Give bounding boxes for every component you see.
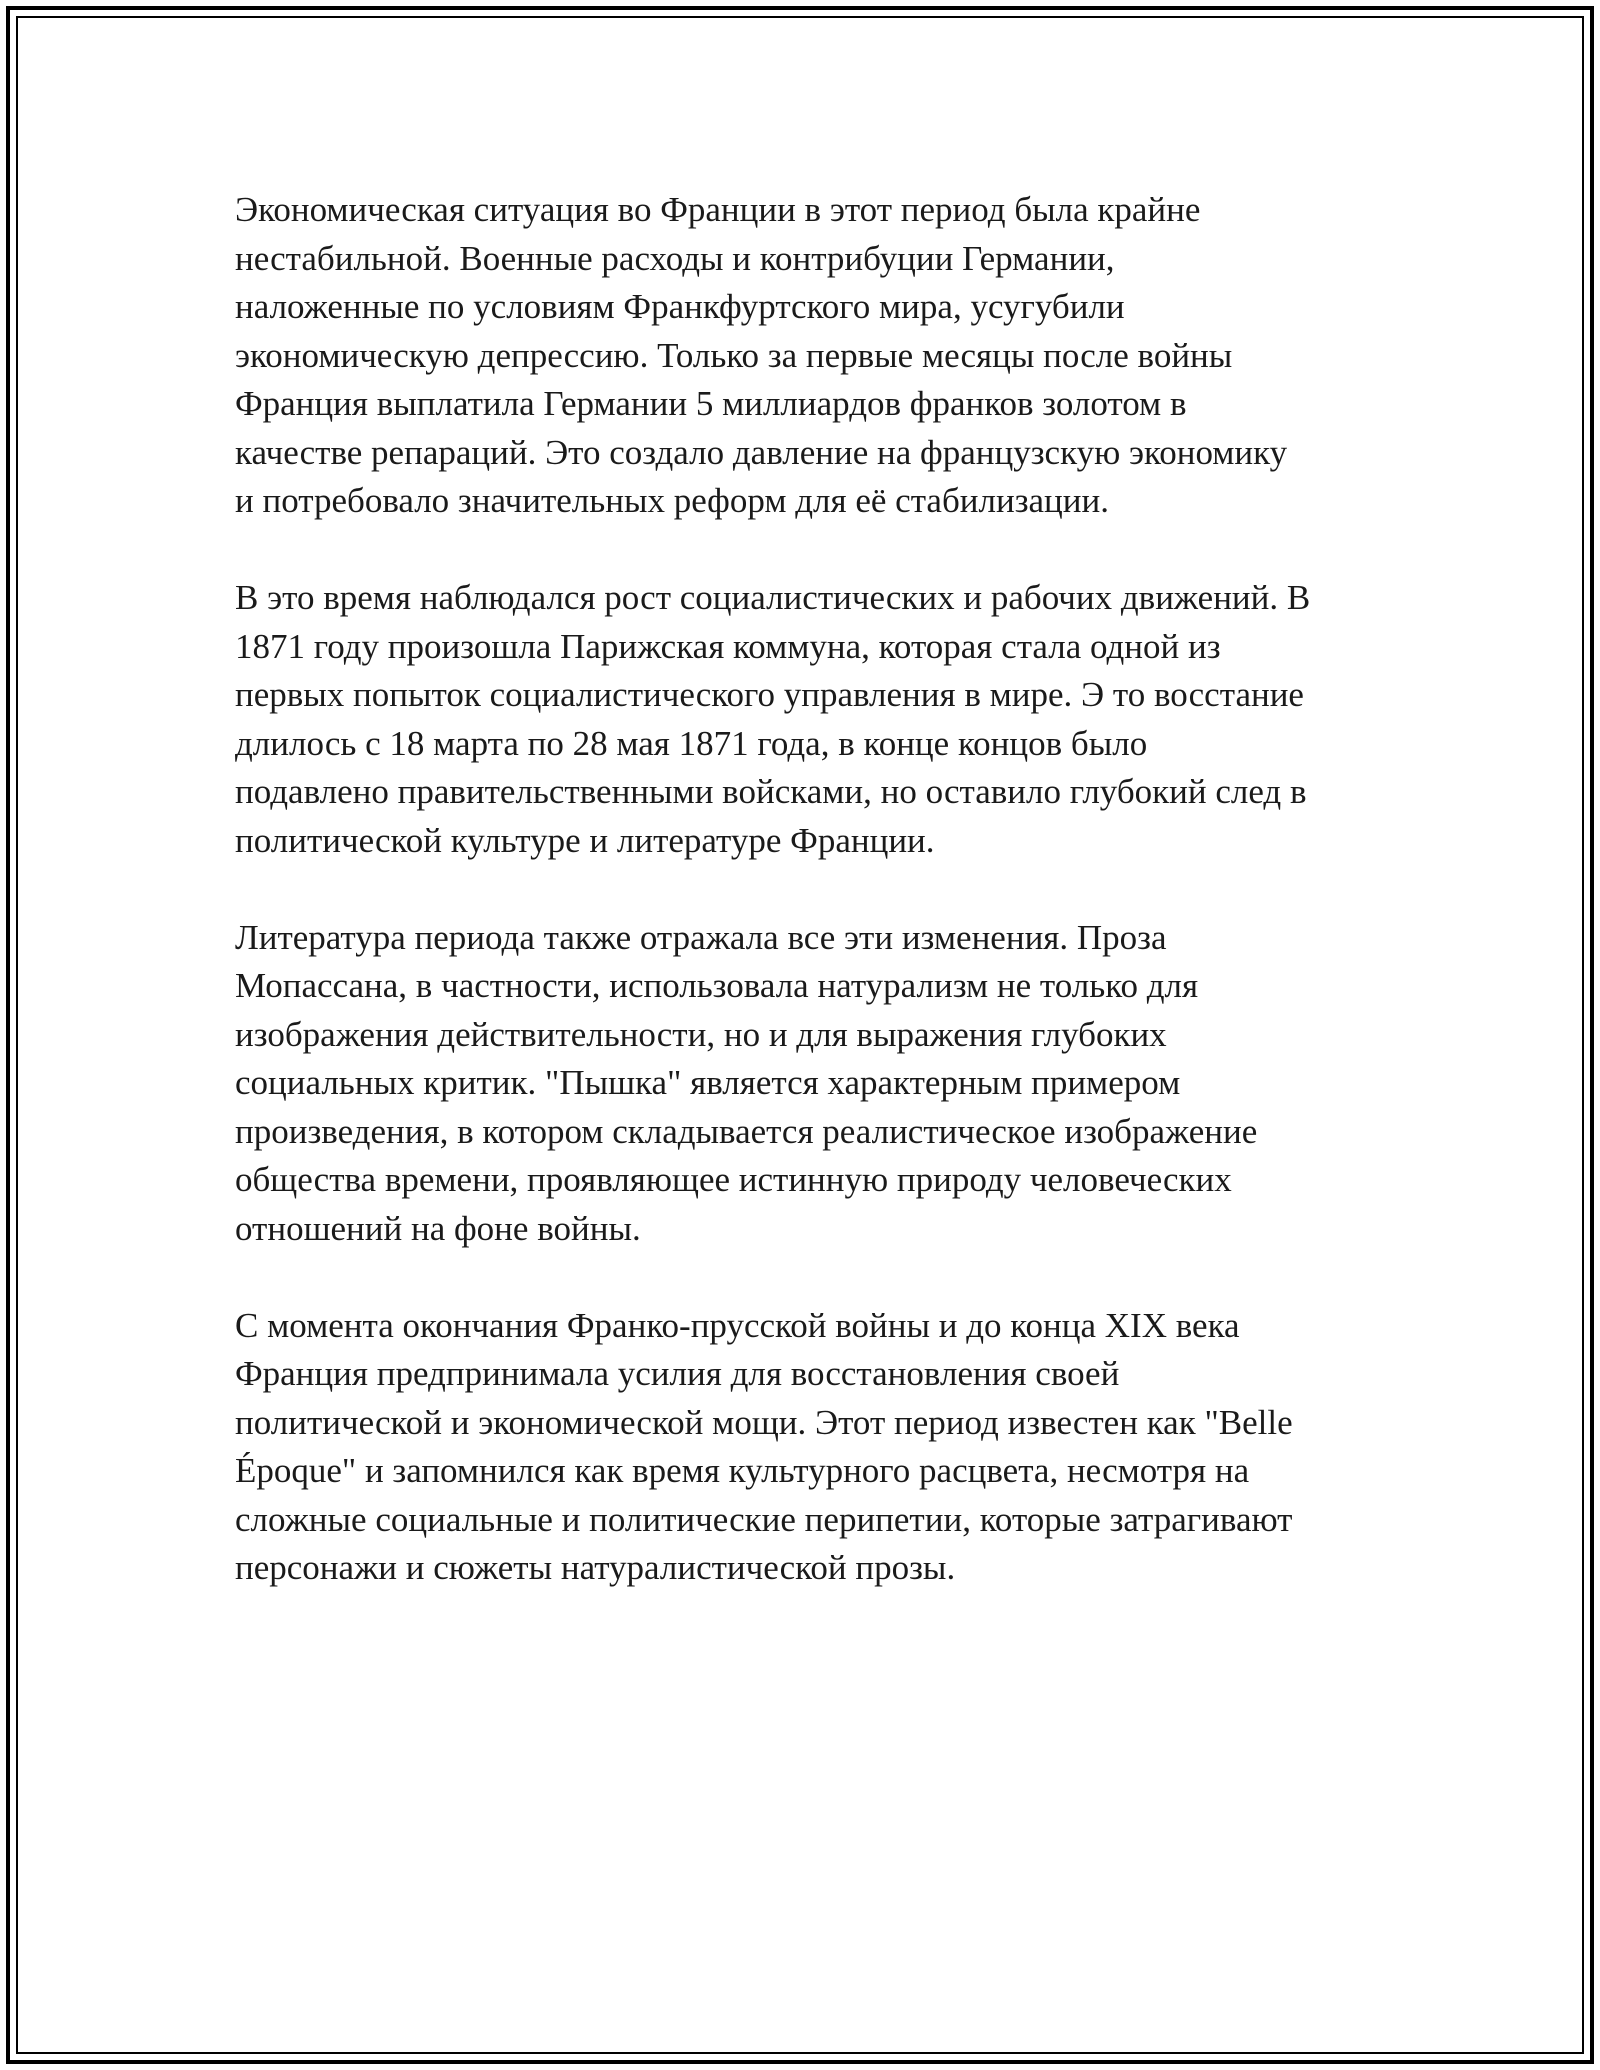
- text-line: общества времени, проявляющее истинную природу человеческих: [235, 1160, 1232, 1199]
- text-line: 1871 году произошла Парижская коммуна, которая стала одной из: [235, 626, 1221, 666]
- text-line: первых попыток социалистического управления в мире. Э то восстание: [235, 675, 1304, 714]
- paragraph-literature: [235, 914, 1375, 1254]
- text-line: изображения действительности, но и для выражения глубоких: [235, 1014, 1167, 1054]
- text-line: Франция предпринимала усилия для восстановления своей: [235, 1354, 1120, 1393]
- text-line: Экономическая ситуация во Франции в этот период была крайне: [235, 190, 1201, 229]
- text-line: качестве репараций. Это создало давление на французскую экономику: [235, 432, 1288, 472]
- text-line: произведения, в котором складывается реалистическое изображение: [235, 1111, 1258, 1151]
- text-line: В это время наблюдался рост социалистических и рабочих движений. В: [235, 578, 1311, 617]
- text-line: Литература периода также отражала все эти изменения. Проза: [235, 917, 1167, 957]
- text-line: политической культуре и литературе Франции.: [235, 820, 935, 860]
- text-line: персонажи и сюжеты натуралистической прозы.: [235, 1548, 956, 1587]
- text-line: сложные социальные и политические перипетии, которые затрагивают: [235, 1499, 1293, 1539]
- text-line: С момента окончания Франко-прусской войны и до конца XIX века: [235, 1305, 1240, 1345]
- text-line: Франция выплатила Германии 5 миллиардов франков золотом в: [235, 384, 1187, 423]
- text-line: экономическую депрессию. Только за первые месяцы после войны: [235, 335, 1233, 375]
- text-line: Époque" и запомнился как время культурного расцвета, несмотря на: [235, 1451, 1250, 1490]
- paragraph-commune: [235, 574, 1375, 865]
- paragraph-economy: [235, 186, 1375, 526]
- text-line: подавлено правительственными войсками, но оставило глубокий след в: [235, 772, 1307, 811]
- text-line: Мопассана, в частности, использовала натурализм не только для: [235, 966, 1199, 1005]
- text-line: политической и экономической мощи. Этот период известен как "Belle: [235, 1402, 1293, 1442]
- paragraph-belle-epoque: [235, 1302, 1375, 1593]
- text-line: социальных критик. "Пышка" является характерным примером: [235, 1063, 1181, 1102]
- document-body: [235, 186, 1375, 1641]
- text-line: нестабильной. Военные расходы и контрибуции Германии,: [235, 238, 1115, 278]
- text-line: длилось с 18 марта по 28 мая 1871 года, в конце концов было: [235, 723, 1148, 763]
- text-line: и потребовало значительных реформ для её стабилизации.: [235, 481, 1109, 520]
- text-line: наложенные по условиям Франкфуртского мира, усугубили: [235, 287, 1125, 326]
- text-line: отношений на фоне войны.: [235, 1208, 641, 1248]
